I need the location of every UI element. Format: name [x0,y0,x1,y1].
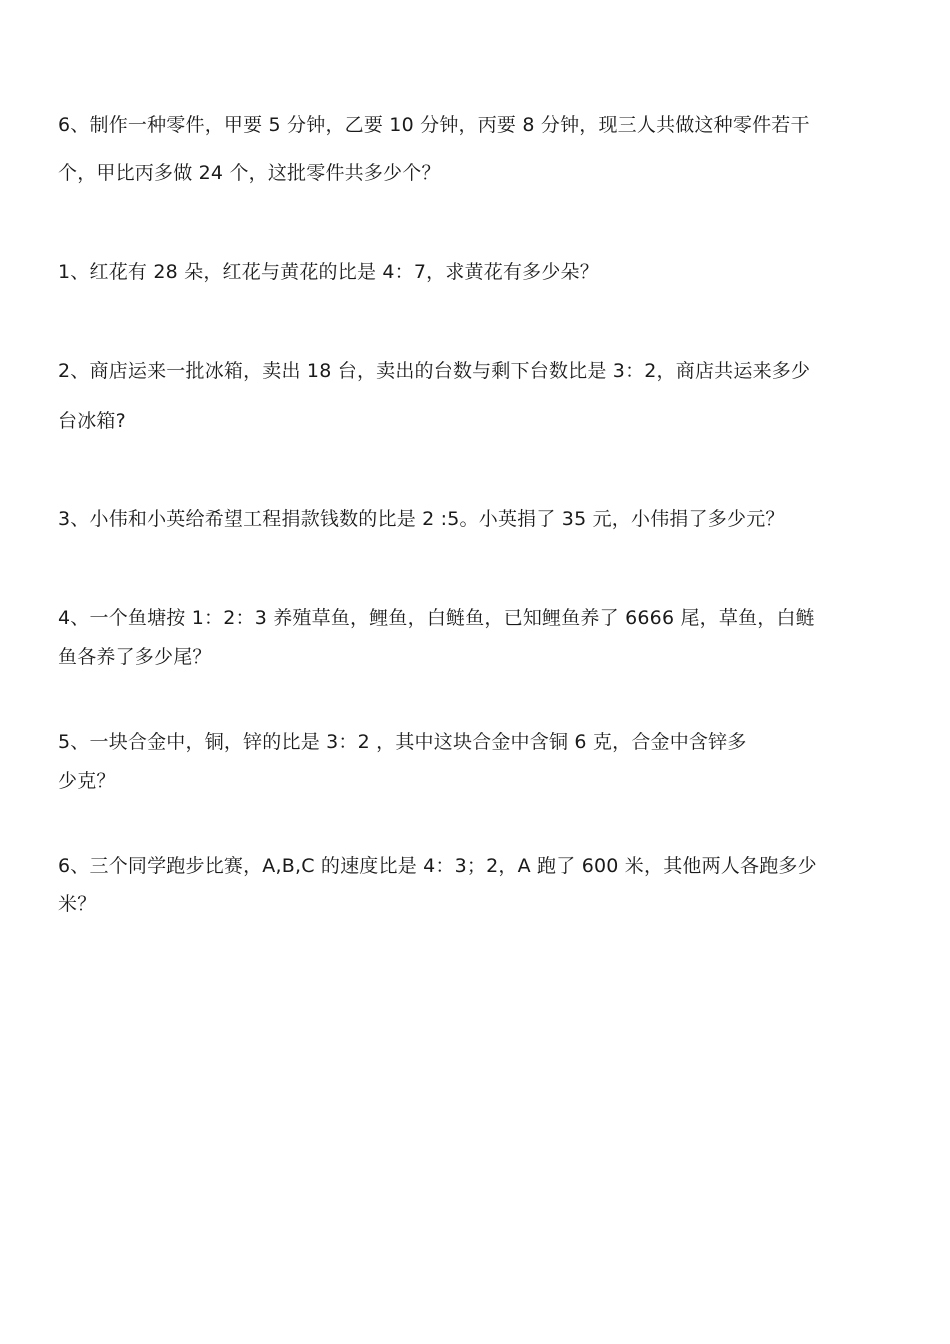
problem-4-fishpond-line-2: 鱼各养了多少尾？ [58,646,212,668]
problem-6-parts-line-1: 6、制作一种零件，甲要 5 分钟，乙要 10 分钟，丙要 8 分钟，现三人共做这种零件若干 [58,114,810,136]
problem-3-donation-line-1: 3、小伟和小英给希望工程捐款钱数的比是 2 :5。小英捐了 35 元，小伟捐了多少元？ [58,508,785,530]
problem-6-race-line-1: 6、三个同学跑步比赛，A,B,C 的速度比是 4：3；2，A 跑了 600 米，其他两人各跑多少 [58,855,817,877]
problem-4-fishpond-line-1: 4、一个鱼塘按 1：2：3 养殖草鱼，鲤鱼，白鲢鱼，已知鲤鱼养了 6666 尾，草鱼，白鲢 [58,607,815,629]
problem-2-fridges-line-2: 台冰箱? [58,410,126,432]
problem-6-parts-line-2: 个，甲比丙多做 24 个，这批零件共多少个？ [58,162,441,184]
problem-1-flowers-line-1: 1、红花有 28 朵，红花与黄花的比是 4：7，求黄花有多少朵？ [58,261,599,283]
problem-2-fridges-line-1: 2、商店运来一批冰箱，卖出 18 台，卖出的台数与剩下台数比是 3：2，商店共运来多少 [58,360,811,382]
problem-6-race-line-2: 米？ [58,893,97,915]
problem-5-alloy-line-2: 少克？ [58,770,116,792]
problem-5-alloy-line-1: 5、一块合金中，铜，锌的比是 3：2 ，其中这块合金中含铜 6 克，合金中含锌多 [58,731,747,753]
